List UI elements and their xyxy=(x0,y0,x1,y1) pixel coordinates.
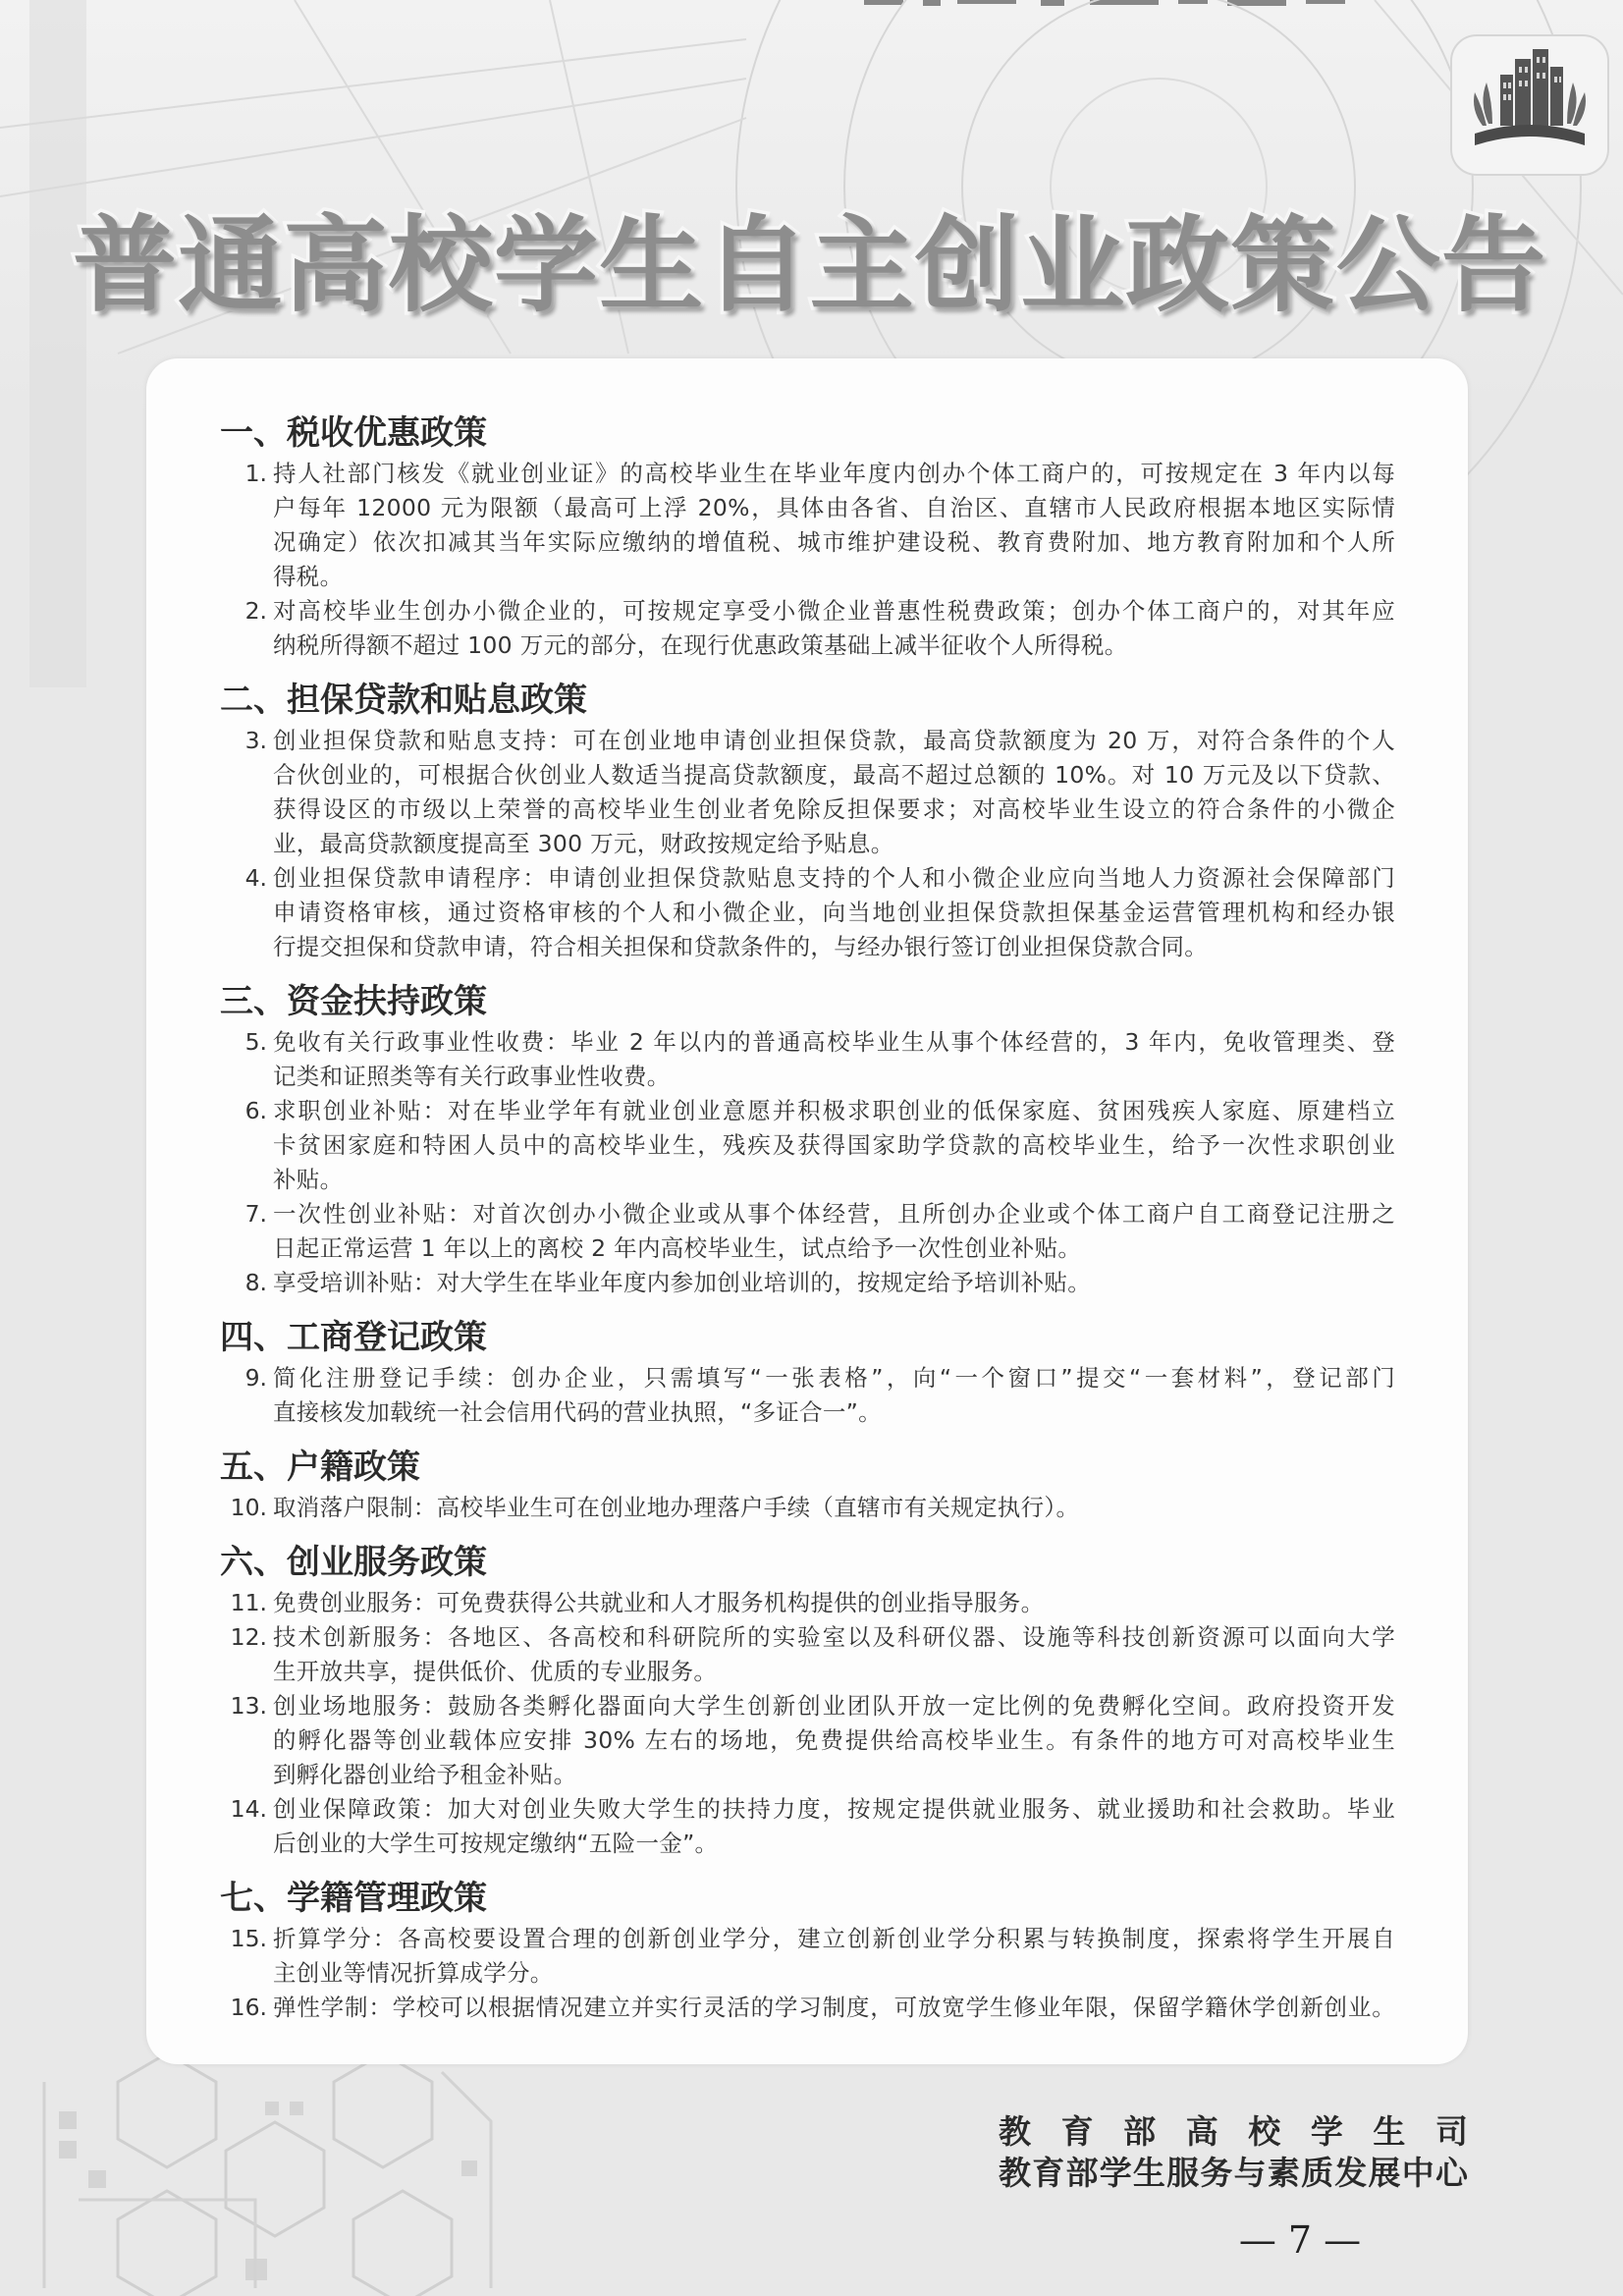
item-text xyxy=(273,1620,1395,1689)
policy-item xyxy=(218,1792,1406,1861)
item-number: 11. xyxy=(230,1589,267,1616)
item-line: 记类和证照类等有关行政事业性收费。 xyxy=(273,1063,671,1090)
policy-content xyxy=(218,410,1406,2025)
item-text xyxy=(273,1361,1395,1430)
item-text xyxy=(273,1025,1395,1094)
item-line: 纳税所得额不超过 100 万元的部分，在现行优惠政策基础上减半征收个人所得税。 xyxy=(273,631,1128,659)
item-line: 得税。 xyxy=(273,563,344,590)
section-household xyxy=(218,1444,1406,1525)
item-number: 16. xyxy=(230,1994,267,2021)
item-text xyxy=(273,1991,1395,2025)
item-number: 12. xyxy=(230,1623,267,1651)
policy-item xyxy=(218,457,1406,594)
item-line: 业，最高贷款额度提高至 300 万元，财政按规定给予贴息。 xyxy=(273,830,894,857)
item-line: 创业保障政策：加大对创业失败大学生的扶持力度，按规定提供就业服务、就业援助和社会救助。毕业 xyxy=(273,1795,1395,1823)
item-number: 10. xyxy=(230,1494,267,1521)
item-number: 9. xyxy=(244,1364,267,1392)
section-heading: 三、资金扶持政策 xyxy=(220,982,487,1021)
policy-item xyxy=(218,1361,1406,1430)
item-text xyxy=(273,724,1395,861)
section-heading: 五、户籍政策 xyxy=(220,1448,420,1487)
section-heading: 四、工商登记政策 xyxy=(220,1318,487,1357)
item-number: 3. xyxy=(244,727,267,754)
policy-item xyxy=(218,1094,1406,1197)
section-heading: 一、税收优惠政策 xyxy=(220,413,487,453)
item-line: 主创业等情况折算成学分。 xyxy=(273,1959,554,1987)
item-number: 13. xyxy=(230,1692,267,1720)
item-number: 2. xyxy=(244,597,267,625)
item-number: 8. xyxy=(244,1269,267,1296)
item-line: 获得设区的市级以上荣誉的高校毕业生创业者免除反担保要求；对高校毕业生设立的符合条件的小微企 xyxy=(273,795,1395,823)
item-text xyxy=(273,457,1395,594)
section-registration xyxy=(218,1314,1406,1430)
item-line: 合伙创业的，可根据合伙创业人数适当提高贷款额度，最高不超过总额的 10%。对 10 万元及以下贷款、 xyxy=(273,761,1395,789)
item-line: 享受培训补贴：对大学生在毕业年度内参加创业培训的，按规定给予培训补贴。 xyxy=(273,1269,1091,1296)
issuer-department: 教育部高校学生司 xyxy=(999,2112,1468,2151)
policy-item xyxy=(218,1620,1406,1689)
item-line: 求职创业补贴：对在毕业学年有就业创业意愿并积极求职创业的低保家庭、贫困残疾人家庭、原建档立 xyxy=(273,1097,1395,1124)
item-text xyxy=(273,1491,1395,1525)
policy-item xyxy=(218,1025,1406,1094)
item-line: 申请资格审核，通过资格审核的个人和小微企业，向当地创业担保贷款担保基金运营管理机构和经办银 xyxy=(273,899,1395,926)
policy-item xyxy=(218,1266,1406,1300)
item-text xyxy=(273,594,1395,663)
item-text xyxy=(273,1586,1395,1620)
policy-item xyxy=(218,1197,1406,1266)
item-text xyxy=(273,1094,1395,1197)
item-line: 补贴。 xyxy=(273,1166,344,1193)
item-text xyxy=(273,1197,1395,1266)
item-line: 行提交担保和贷款申请，符合相关担保和贷款条件的，与经办银行签订创业担保贷款合同。 xyxy=(273,933,1208,960)
policy-item xyxy=(218,1991,1406,2025)
item-number: 7. xyxy=(244,1200,267,1228)
item-line: 简化注册登记手续：创办企业，只需填写“一张表格”，向“一个窗口”提交“一套材料”，登记部门 xyxy=(273,1364,1395,1392)
section-loans xyxy=(218,677,1406,964)
item-line: 创业场地服务：鼓励各类孵化器面向大学生创新创业团队开放一定比例的免费孵化空间。政府投资开发 xyxy=(273,1692,1395,1720)
policy-item xyxy=(218,1689,1406,1792)
item-text xyxy=(273,1922,1395,1991)
item-number: 1. xyxy=(244,460,267,487)
issuer-center: 教育部学生服务与素质发展中心 xyxy=(999,2154,1468,2192)
item-line: 户每年 12000 元为限额（最高可上浮 20%，具体由各省、自治区、直辖市人民政府根据本地区实际情 xyxy=(273,494,1395,521)
section-services xyxy=(218,1539,1406,1861)
item-text xyxy=(273,1266,1395,1300)
policy-item xyxy=(218,594,1406,663)
item-line: 技术创新服务：各地区、各高校和科研院所的实验室以及科研仪器、设施等科技创新资源可以面向大学 xyxy=(273,1623,1395,1651)
policy-panel xyxy=(146,358,1468,2064)
policy-item xyxy=(218,724,1406,861)
section-heading: 二、担保贷款和贴息政策 xyxy=(220,681,587,720)
policy-item xyxy=(218,861,1406,964)
policy-item xyxy=(218,1922,1406,1991)
item-line: 卡贫困家庭和特困人员中的高校毕业生，残疾及获得国家助学贷款的高校毕业生，给予一次性求职创业 xyxy=(273,1131,1395,1159)
item-text xyxy=(273,861,1395,964)
item-number: 6. xyxy=(244,1097,267,1124)
item-line: 的孵化器等创业载体应安排 30% 左右的场地，免费提供给高校毕业生。有条件的地方可对高校毕业生 xyxy=(273,1726,1395,1754)
item-number: 5. xyxy=(244,1028,267,1056)
section-funding xyxy=(218,978,1406,1300)
item-text xyxy=(273,1689,1395,1792)
buildings-logo-icon xyxy=(1449,33,1610,177)
item-line: 持人社部门核发《就业创业证》的高校毕业生在毕业年度内创办个体工商户的，可按规定在 3 年内以每 xyxy=(273,460,1395,487)
item-number: 14. xyxy=(230,1795,267,1823)
item-line: 日起正常运营 1 年以上的离校 2 年内高校毕业生，试点给予一次性创业补贴。 xyxy=(273,1234,1082,1262)
section-heading: 六、创业服务政策 xyxy=(220,1543,487,1582)
item-line: 况确定）依次扣减其当年实际应缴纳的增值税、城市维护建设税、教育费附加、地方教育附加和个人所 xyxy=(273,528,1395,556)
item-number: 15. xyxy=(230,1925,267,1952)
section-academic xyxy=(218,1875,1406,2025)
policy-item xyxy=(218,1491,1406,1525)
item-line: 免费创业服务：可免费获得公共就业和人才服务机构提供的创业指导服务。 xyxy=(273,1589,1045,1616)
policy-item xyxy=(218,1586,1406,1620)
section-tax xyxy=(218,410,1406,663)
issuer-block xyxy=(999,2111,1468,2194)
item-line: 到孵化器创业给予租金补贴。 xyxy=(273,1761,577,1788)
item-line: 一次性创业补贴：对首次创办小微企业或从事个体经营，且所创办企业或个体工商户自工商登记注册之 xyxy=(273,1200,1395,1228)
section-heading: 七、学籍管理政策 xyxy=(220,1879,487,1918)
item-text xyxy=(273,1792,1395,1861)
item-line: 创业担保贷款和贴息支持：可在创业地申请创业担保贷款，最高贷款额度为 20 万，对符合条件的个人 xyxy=(273,727,1395,754)
page-title: 普通高校学生自主创业政策公告 xyxy=(73,205,1545,326)
item-number: 4. xyxy=(244,864,267,892)
item-line: 弹性学制：学校可以根据情况建立并实行灵活的学习制度，可放宽学生修业年限，保留学籍休学创新创业。 xyxy=(273,1994,1395,2021)
item-line: 创业担保贷款申请程序：申请创业担保贷款贴息支持的个人和小微企业应向当地人力资源社会保障部门 xyxy=(273,864,1395,892)
item-line: 后创业的大学生可按规定缴纳“五险一金”。 xyxy=(273,1830,719,1857)
item-line: 对高校毕业生创办小微企业的，可按规定享受小微企业普惠性税费政策；创办个体工商户的，对其年应 xyxy=(273,597,1395,625)
item-line: 生开放共享，提供低价、优质的专业服务。 xyxy=(273,1658,718,1685)
item-line: 折算学分：各高校要设置合理的创新创业学分，建立创新创业学分积累与转换制度，探索将学生开展自 xyxy=(273,1925,1395,1952)
item-line: 直接核发加载统一社会信用代码的营业执照，“多证合一”。 xyxy=(273,1398,882,1426)
page-number: — 7 — xyxy=(1238,2218,1362,2262)
item-line: 免收有关行政事业性收费：毕业 2 年以内的普通高校毕业生从事个体经营的，3 年内，免收管理类、登 xyxy=(273,1028,1395,1056)
item-line: 取消落户限制：高校毕业生可在创业地办理落户手续（直辖市有关规定执行）。 xyxy=(273,1494,1080,1521)
